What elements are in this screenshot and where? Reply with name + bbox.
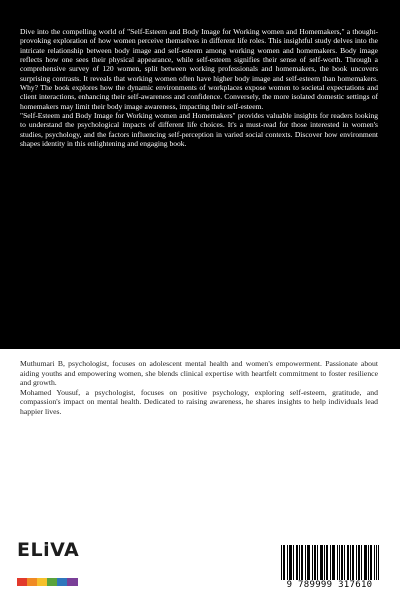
barcode-bar bbox=[301, 545, 302, 581]
barcode-bar bbox=[327, 545, 328, 581]
barcode-bar bbox=[284, 545, 285, 581]
barcode-bar bbox=[321, 545, 322, 581]
barcode-bar bbox=[359, 545, 360, 581]
barcode-bar bbox=[342, 545, 343, 581]
publisher-logo-text: ELiVA bbox=[17, 539, 80, 561]
barcode-bar bbox=[337, 545, 338, 581]
barcode-bar bbox=[320, 545, 321, 581]
barcode-bar bbox=[287, 545, 288, 581]
barcode-bar bbox=[353, 545, 354, 581]
description-paragraph-1: Dive into the compelling world of "Self-Esteem and Body Image for Working women and Homemakers," a thought-provoking exploration of how women perceive themselves in different life roles. This insightful study delves into the intricate relationship between body image and self-esteem among working women and homemakers. Body image reflects how one sees their physical appearance, while self-esteem signifies their sense of self-worth. Through a comprehensive survey of 120 women, split between working professionals and homemakers, the book uncovers surprising contrasts. It reveals that working women often have higher body image and self-esteem than homemakers. Why? The book explores how the dynamic environments of workplaces expose women to societal expectations and client interactions, enhancing their self-awareness and confidence. Conversely, the more isolated domestic settings of homemakers may limit their body image awareness, impacting their self-esteem. bbox=[20, 27, 378, 111]
barcode-bar bbox=[347, 545, 348, 581]
barcode-bar bbox=[302, 545, 303, 581]
barcode-bar bbox=[348, 545, 349, 581]
barcode-bar bbox=[350, 545, 351, 581]
barcode-bar bbox=[308, 545, 309, 581]
barcode-bar bbox=[364, 545, 365, 581]
barcode-bar bbox=[356, 545, 357, 581]
barcode-bar bbox=[315, 545, 316, 581]
barcode-bar bbox=[334, 545, 335, 581]
barcode-bar bbox=[296, 545, 297, 581]
barcode-bar bbox=[344, 545, 345, 581]
barcode-bar bbox=[307, 545, 308, 581]
barcode-bar bbox=[378, 545, 379, 581]
barcode-bar bbox=[293, 545, 294, 581]
publisher-stripe-segment bbox=[47, 578, 58, 586]
barcode-bar bbox=[358, 545, 359, 581]
barcode-bar bbox=[281, 545, 282, 581]
publisher-stripe-segment bbox=[17, 578, 28, 586]
barcode-bar bbox=[366, 545, 367, 581]
barcode-bar bbox=[333, 545, 334, 581]
barcode-bar bbox=[368, 545, 369, 581]
author-bios bbox=[20, 359, 378, 417]
barcode-bar bbox=[299, 545, 300, 581]
barcode-bar bbox=[326, 545, 327, 581]
publisher-stripe-segment bbox=[27, 578, 38, 586]
barcode-bar bbox=[297, 545, 298, 581]
barcode-bar bbox=[290, 545, 291, 581]
barcode-bar bbox=[324, 545, 325, 581]
publisher-logo-stripe bbox=[17, 578, 77, 586]
barcode-bar bbox=[309, 545, 310, 581]
barcode-bar bbox=[317, 545, 318, 581]
barcode-bar bbox=[352, 545, 353, 581]
barcode-bar bbox=[291, 545, 292, 581]
author-bio-mohamed: Mohamed Yousuf, a psychologist, focuses on positive psychology, exploring self-esteem, gratitude, and compassion's impact on mental health. Dedicated to raising awareness, he shares insights to help individuals lead happier lives. bbox=[20, 387, 378, 416]
barcode-bar bbox=[376, 545, 377, 581]
barcode-bar bbox=[370, 545, 371, 581]
isbn-digits: 9 789999 317610 bbox=[271, 580, 388, 590]
description-paragraph-2: "Self-Esteem and Body Image for Working women and Homemakers" provides valuable insights for readers looking to understand the psychological impacts of different life choices. It's a must-read for those interested in women's studies, psychology, and the factors influencing self-perception in varied social contexts. Discover how environment shapes identity in this enlightening and engaging book. bbox=[20, 111, 378, 149]
barcode-bar bbox=[314, 545, 315, 581]
barcode-bar bbox=[305, 545, 306, 581]
barcode-bar bbox=[330, 545, 331, 581]
publisher-stripe-segment bbox=[67, 578, 78, 586]
barcode-bar bbox=[365, 545, 366, 581]
publisher-stripe-segment bbox=[57, 578, 68, 586]
barcode-bar bbox=[332, 545, 333, 581]
publisher-logo bbox=[17, 539, 80, 588]
isbn-barcode bbox=[271, 545, 388, 591]
book-description bbox=[20, 27, 378, 148]
barcode-bar bbox=[341, 545, 342, 581]
barcode-bar bbox=[283, 545, 284, 581]
author-bio-muthumari: Muthumari B, psychologist, focuses on adolescent mental health and women's empowerment. Passionate about aiding youths and empowering women, she blends clinical expertise with heartfelt commitment to foster resilience and growth. bbox=[20, 359, 378, 388]
barcode-bar bbox=[374, 545, 375, 581]
barcode-bars bbox=[271, 545, 388, 583]
barcode-bar bbox=[312, 545, 313, 581]
barcode-bar bbox=[322, 545, 323, 581]
barcode-bar bbox=[371, 545, 372, 581]
barcode-bar bbox=[361, 545, 362, 581]
publisher-stripe-segment bbox=[37, 578, 48, 586]
barcode-bar bbox=[339, 545, 340, 581]
barcode-bar bbox=[289, 545, 290, 581]
